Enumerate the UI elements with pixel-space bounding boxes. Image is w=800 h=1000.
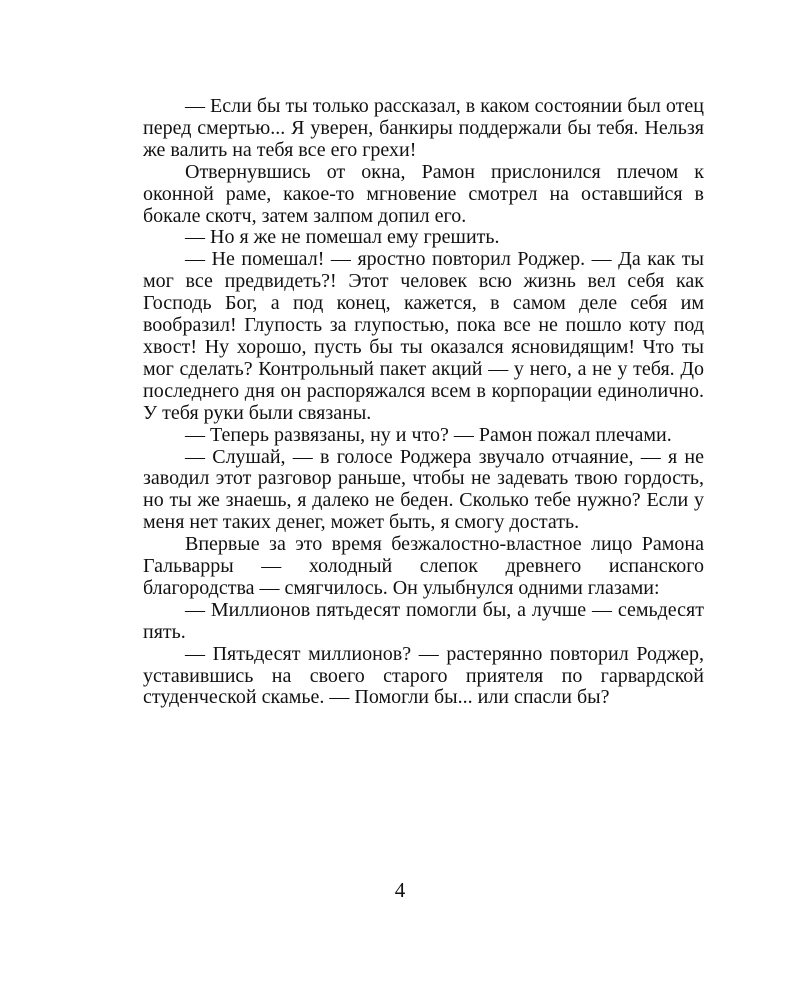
paragraph: — Не помешал! — яростно повторил Роджер. — Да как ты мог все предвидеть?! Этот человек всю жизнь вел себя как Господь Бог, а под конец, кажется, в самом деле себя им вообразил! Глупость за глупостью, пока все не пошло коту под хвост! Ну хорошо, пусть бы ты оказался ясновидящим! Что ты мог сделать? Контрольный пакет акций — у него, а не у тебя. До последнего дня он распоряжался всем в корпорации единолично. У тебя руки были связаны. <box>143 248 704 424</box>
paragraph: — Теперь развязаны, ну и что? — Рамон пожал плечами. <box>185 423 672 446</box>
page-text-block <box>143 96 704 709</box>
paragraph: — Слушай, — в голосе Роджера звучало отчаяние, — я не заводил этот разговор раньше, чтобы не задевать твою гордость, но ты же знаешь, я далеко не беден. Сколько тебе нужно? Если у меня нет таких денег, может быть, я смогу достать. <box>143 445 704 534</box>
paragraph: Отвернувшись от окна, Рамон прислонился плечом к оконной раме, какое-то мгновение смотрел на оставшийся в бокале скотч, затем залпом допил его. <box>143 160 704 227</box>
paragraph: — Миллионов пятьдесят помогли бы, а лучше — семьдесят пять. <box>143 598 704 643</box>
paragraph: — Но я же не помешал ему грешить. <box>185 226 500 249</box>
paragraph: Впервые за это время безжалостно-властное лицо Рамона Гальварры — холодный слепок древнего испанского благородства — смягчилось. Он улыбнулся одними глазами: <box>143 533 704 599</box>
paragraph: — Если бы ты только рассказал, в каком состоянии был отец перед смертью... Я уверен, банкиры поддержали бы тебя. Нельзя же валить на тебя все его грехи! <box>143 95 704 161</box>
page-number: 4 <box>394 878 406 902</box>
paragraph: — Пятьдесят миллионов? — растерянно повторил Роджер, уставившись на своего старого приятеля по гарвардской студенческой скамье. — Помогли бы... или спасли бы? <box>143 642 704 709</box>
